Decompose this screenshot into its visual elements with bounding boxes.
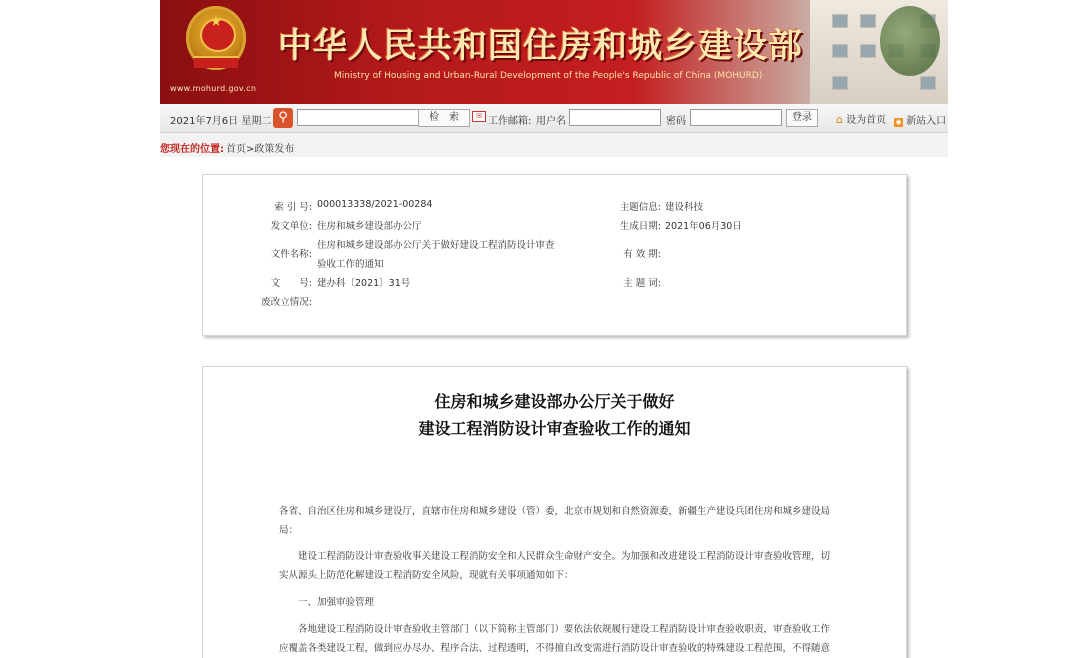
paragraph-1-line2: 局： — [279, 525, 299, 536]
set-home-label: 设为首页 — [846, 115, 887, 126]
breadcrumb-current[interactable]: 政策发布 — [254, 144, 295, 155]
site-title-english: Ministry of Housing and Urban-Rural Development of the People's Republic of China (MOHURD) — [334, 71, 763, 81]
section-heading-1: 一、加强审验管理 — [279, 597, 375, 608]
search-button[interactable]: 检 索 — [418, 109, 470, 127]
article-title-line2: 建设工程消防设计审查验收工作的通知 — [418, 419, 691, 438]
paragraph-3-line1: 各地建设工程消防设计审查验收主管部门（以下简称主管部门）要依法依规履行建设工程消防设计审查验收职责，审查验收工作 — [279, 624, 831, 635]
mail-label: 工作邮箱: — [488, 116, 532, 127]
breadcrumb-home[interactable]: 首页 — [226, 144, 246, 155]
index-value: 000013338/2021-00284 — [317, 199, 433, 210]
login-button[interactable]: 登录 — [786, 109, 818, 127]
date-label: 生成日期: — [619, 221, 661, 232]
issuer-label: 发文单位: — [270, 221, 312, 232]
document-meta-box — [202, 174, 907, 336]
date-value: 2021年06月30日 — [665, 221, 742, 232]
valid-label: 有 效 期: — [623, 249, 661, 260]
issuer-value: 住房和城乡建设部办公厅 — [317, 221, 422, 232]
toolbar — [160, 104, 948, 133]
set-home-link[interactable] — [836, 111, 886, 126]
docno-value: 建办科〔2021〕31号 — [317, 278, 411, 289]
search-input[interactable] — [297, 109, 419, 126]
username-input[interactable] — [569, 109, 661, 126]
paragraph-3-line2: 应覆盖各类建设工程，做到应办尽办、程序合法、过程透明，不得擅自改变需进行消防设计审查验收的特殊建设工程范围，不得随意 — [279, 643, 831, 654]
topic-label: 主题信息: — [619, 202, 661, 213]
search-icon[interactable]: ⚲ — [273, 108, 293, 128]
rss-icon: ◉ — [895, 118, 902, 126]
location-label: 您现在的位置: — [160, 144, 224, 155]
docno-label: 文 号: — [270, 278, 312, 289]
filename-label: 文件名称: — [270, 249, 312, 260]
filename-value-line2: 验收工作的通知 — [317, 259, 384, 270]
status-label: 废改立情况: — [261, 297, 312, 308]
filename-value-line1: 住房和城乡建设部办公厅关于做好建设工程消防设计审查 — [317, 240, 555, 251]
index-label: 索 引 号: — [274, 202, 312, 213]
article-title-line1: 住房和城乡建设部办公厅关于做好 — [434, 392, 675, 411]
password-label: 密码 — [666, 116, 686, 127]
breadcrumb-separator: > — [246, 144, 255, 155]
current-date: 2021年7月6日 星期二 — [170, 116, 272, 127]
username-label: 用户名 — [536, 116, 566, 127]
header-banner — [160, 0, 948, 104]
password-input[interactable] — [690, 109, 782, 126]
paragraph-1-line1: 各省、自治区住房和城乡建设厅，直辖市住房和城乡建设（管）委，北京市规划和自然资源委，新疆生产建设兵团住房和城乡建设局 — [279, 506, 831, 517]
new-site-link[interactable] — [894, 112, 946, 127]
tree-decoration — [880, 6, 940, 76]
site-title: 中华人民共和国住房和城乡建设部 — [278, 26, 803, 66]
new-site-label: 新站入口 — [906, 116, 947, 127]
article-body — [202, 366, 907, 658]
paragraph-2-line1: 建设工程消防设计审查验收事关建设工程消防安全和人民群众生命财产安全。为加强和改进建设工程消防设计审查验收管理，切 — [279, 551, 831, 562]
paragraph-2-line2: 实从源头上防范化解建设工程消防安全风险，现就有关事项通知如下： — [279, 570, 574, 581]
topic-value: 建设科技 — [665, 202, 704, 213]
subject-label: 主 题 词: — [623, 278, 661, 289]
breadcrumb — [160, 133, 948, 157]
site-url: www.mohurd.gov.cn — [170, 84, 257, 93]
mail-icon: ✉ — [472, 111, 486, 122]
home-icon: ⌂ — [836, 113, 843, 126]
national-emblem-logo[interactable]: ★ — [186, 6, 246, 70]
